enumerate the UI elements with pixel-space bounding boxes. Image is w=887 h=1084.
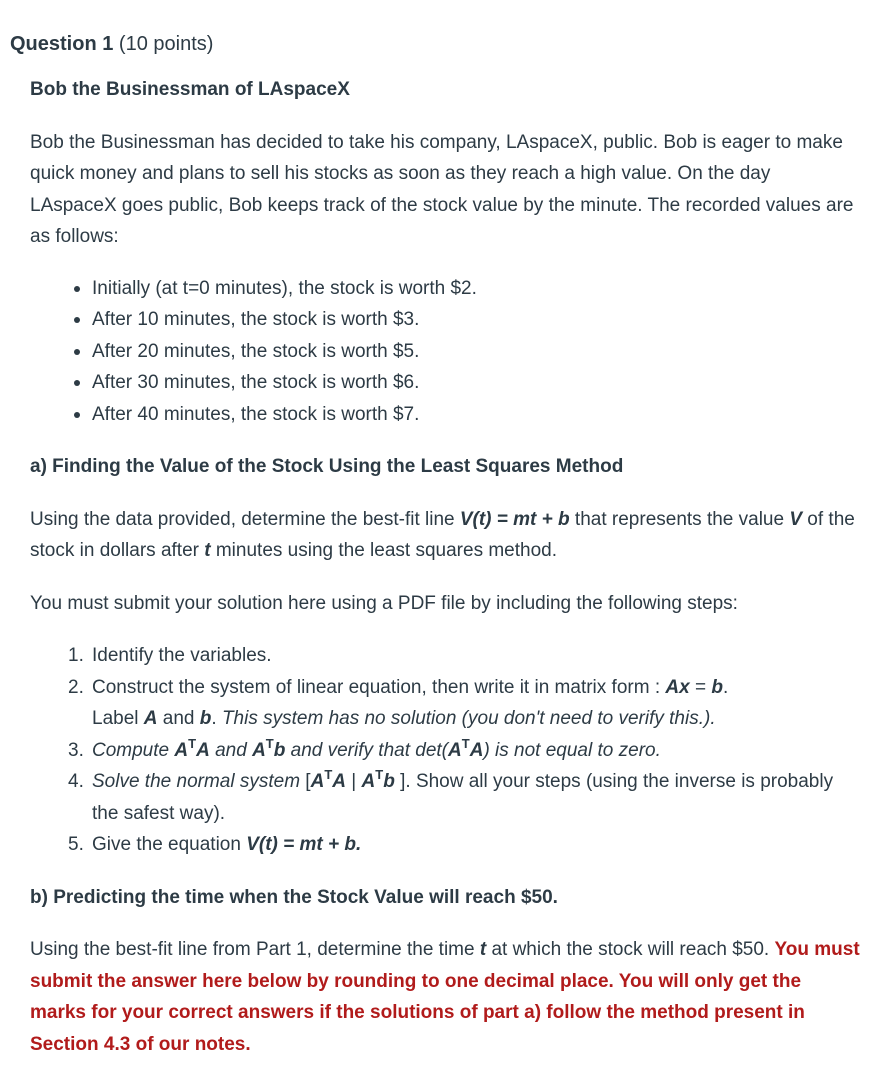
step-4: [68, 766, 860, 829]
vector-b: b: [199, 708, 212, 729]
text: ].: [394, 771, 416, 792]
step-number: 1.: [68, 645, 84, 666]
text: minutes using the least squares method.: [210, 540, 557, 561]
step-2: [68, 672, 860, 735]
formula: Ax: [665, 676, 690, 698]
steps-list: [30, 640, 860, 861]
question-body: [30, 74, 860, 1060]
note: This system has no solution (you don't need to verify this.).: [221, 708, 716, 729]
step-1: [68, 640, 860, 672]
variable-t: t: [479, 939, 487, 960]
variable-v: V: [789, 508, 803, 530]
warning-text: You must submit the answer here below by rounding to one decimal place. You will only get the marks for your correct answers if the solutions of part a) follow the method present in Section 4.3 of our notes.: [30, 939, 860, 1055]
text: .: [211, 708, 222, 729]
part-b-heading: b) Predicting the time when the Stock Value will reach $50.: [30, 886, 558, 908]
vector-b: b: [273, 739, 286, 761]
step-number: 4.: [68, 771, 84, 792]
text: that represents the value: [569, 508, 790, 530]
data-point: Initially (at t=0 minutes), the stock is worth $2.: [92, 273, 860, 305]
matrix-a: A: [196, 739, 210, 761]
step-number: 5.: [68, 834, 84, 855]
step-number: 3.: [68, 739, 84, 761]
data-point: After 40 minutes, the stock is worth $7.: [92, 399, 860, 431]
formula: V(t) = mt + b: [459, 508, 570, 530]
text: Using the data provided, determine the best-fit line: [30, 508, 460, 530]
vector-b: b: [383, 771, 395, 792]
text: of the stock in dollars after: [30, 508, 855, 561]
formula: V(t) = mt + b.: [246, 834, 362, 855]
part-a-heading: a) Finding the Value of the Stock Using the Least Squares Method: [30, 456, 624, 477]
formula: b: [711, 676, 723, 698]
matrix-a: A: [174, 739, 189, 761]
data-point: After 30 minutes, the stock is worth $6.: [92, 367, 860, 399]
matrix-a: A: [252, 739, 266, 761]
text: =: [689, 676, 712, 698]
text: and: [157, 708, 200, 729]
matrix-a: A: [332, 771, 347, 792]
matrix-a: A: [310, 771, 325, 792]
problem-heading: Bob the Businessman of LAspaceX: [30, 79, 350, 100]
step-number: 2.: [68, 676, 84, 698]
step-text: Construct the system of linear equation, then write it in matrix form :: [92, 676, 666, 698]
part-b-description: [30, 934, 860, 1060]
transpose-sup: T: [265, 735, 274, 751]
text: Compute: [92, 739, 175, 761]
text: |: [346, 771, 362, 792]
matrix-a: A: [448, 739, 462, 761]
text: Show all your steps (using the inverse is probably the safest way).: [92, 771, 834, 824]
matrix-a: A: [361, 771, 376, 792]
matrix-a: A: [469, 739, 484, 761]
question-points: (10 points): [118, 33, 214, 55]
text: Label: [92, 708, 144, 729]
variable-t: t: [204, 540, 211, 561]
matrix-a: A: [143, 708, 158, 729]
step-text: Give the equation: [92, 834, 247, 855]
problem-intro: Bob the Businessman has decided to take his company, LAspaceX, public. Bob is eager to make quick money and plans to sell his stocks as soon as they reach a high value. On the day LAspaceX goes public, Bob keeps track of the stock value by the minute. The recorded values are as follows:: [30, 131, 854, 247]
part-a-description: [30, 504, 860, 567]
transpose-sup: T: [375, 767, 384, 782]
text: .: [722, 676, 729, 698]
step-text: Identify the variables.: [92, 645, 272, 666]
data-point: After 20 minutes, the stock is worth $5.: [92, 336, 860, 368]
text: and verify that det(: [285, 739, 449, 761]
submission-instructions: You must submit your solution here using a PDF file by including the following steps:: [30, 592, 738, 614]
transpose-sup: T: [324, 767, 333, 782]
step-3: [68, 735, 860, 767]
transpose-sup: T: [461, 735, 470, 751]
step-5: [68, 829, 860, 861]
text: and: [209, 739, 253, 761]
data-point: After 10 minutes, the stock is worth $3.: [92, 304, 860, 336]
text: Using the best-fit line from Part 1, determine the time: [30, 939, 480, 960]
text: Solve the normal system: [92, 771, 301, 792]
data-points-list: [30, 273, 860, 431]
text: [: [300, 771, 311, 792]
question-title: Question 1: [10, 33, 114, 55]
transpose-sup: T: [188, 735, 197, 751]
question-header: [10, 30, 213, 58]
text: ) is not equal to zero.: [483, 739, 661, 761]
text: at which the stock will reach $50.: [486, 939, 775, 960]
